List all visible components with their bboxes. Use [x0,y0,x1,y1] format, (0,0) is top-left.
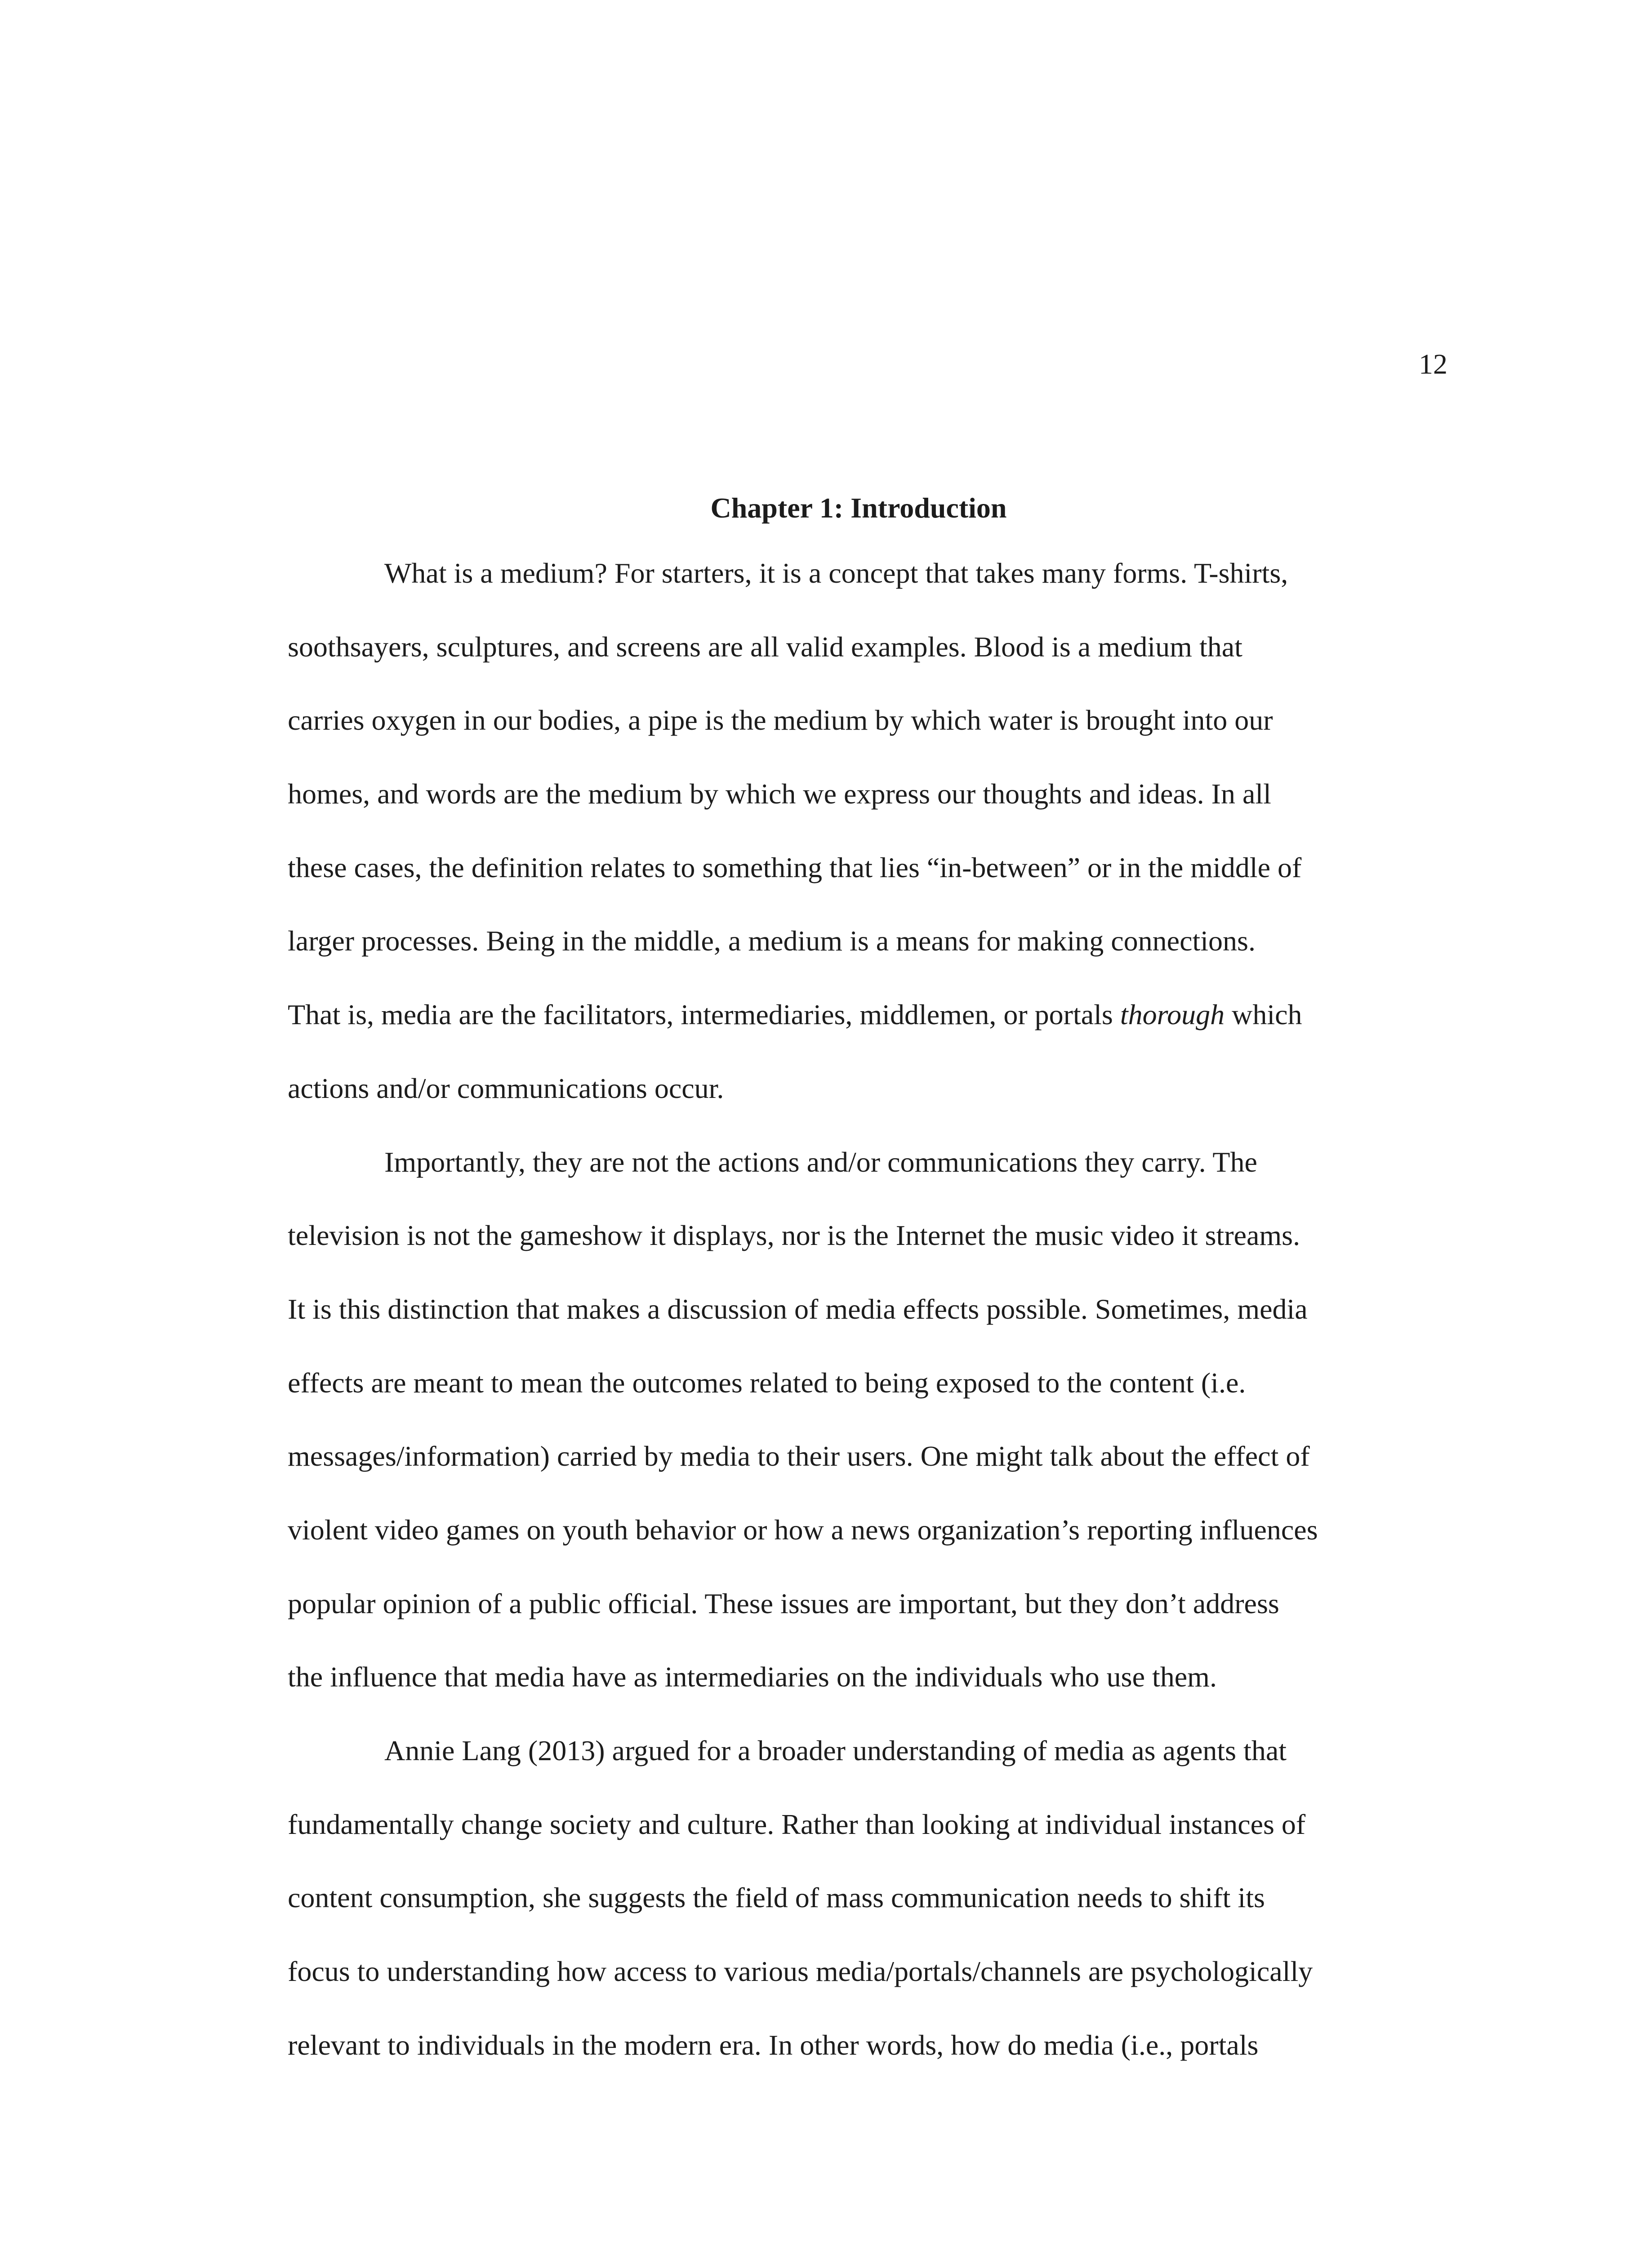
text-line: larger processes. Being in the middle, a medium is a means for making connections. [288,925,1256,957]
text-line: content consumption, she suggests the field of mass communication needs to shift its [288,1882,1265,1914]
text-line: Annie Lang (2013) argued for a broader understanding of media as agents that [384,1735,1287,1766]
text-segment: That is, media are the facilitators, intermediaries, middlemen, or portals [288,999,1120,1031]
text-line: carries oxygen in our bodies, a pipe is the medium by which water is brought into our [288,704,1273,736]
text-line: messages/information) carried by media to their users. One might talk about the effect of [288,1440,1310,1472]
text-line: What is a medium? For starters, it is a concept that takes many forms. T-shirts, [384,557,1288,589]
text-line: actions and/or communications occur. [288,1072,724,1104]
text-line: homes, and words are the medium by which we express our thoughts and ideas. In all [288,778,1271,810]
chapter-title: Chapter 1: Introduction [710,492,1007,524]
body-text [288,555,1429,2101]
italic-word: thorough [1120,999,1225,1031]
page-number: 12 [1419,348,1447,380]
text-line: popular opinion of a public official. These issues are important, but they don’t address [288,1587,1279,1619]
text-line: relevant to individuals in the modern era. In other words, how do media (i.e., portals [288,2029,1259,2061]
text-line: television is not the gameshow it displays, nor is the Internet the music video it streams. [288,1219,1300,1252]
text-line [288,997,1429,1070]
text-line: fundamentally change society and culture. Rather than looking at individual instances of [288,1808,1306,1840]
text-line: violent video games on youth behavior or how a news organization’s reporting influences [288,1513,1318,1546]
text-line: these cases, the definition relates to something that lies “in-between” or in the middle of [288,851,1302,883]
text-line: the influence that media have as intermediaries on the individuals who use them. [288,1661,1217,1693]
text-line: soothsayers, sculptures, and screens are all valid examples. Blood is a medium that [288,630,1242,663]
text-segment: which [1225,999,1302,1031]
text-line: effects are meant to mean the outcomes related to being exposed to the content (i.e. [288,1366,1246,1399]
text-line: Importantly, they are not the actions and/or communications they carry. The [384,1146,1257,1178]
text-line: focus to understanding how access to various media/portals/channels are psychologically [288,1955,1313,1988]
text-line: It is this distinction that makes a discussion of media effects possible. Sometimes, media [288,1293,1308,1325]
